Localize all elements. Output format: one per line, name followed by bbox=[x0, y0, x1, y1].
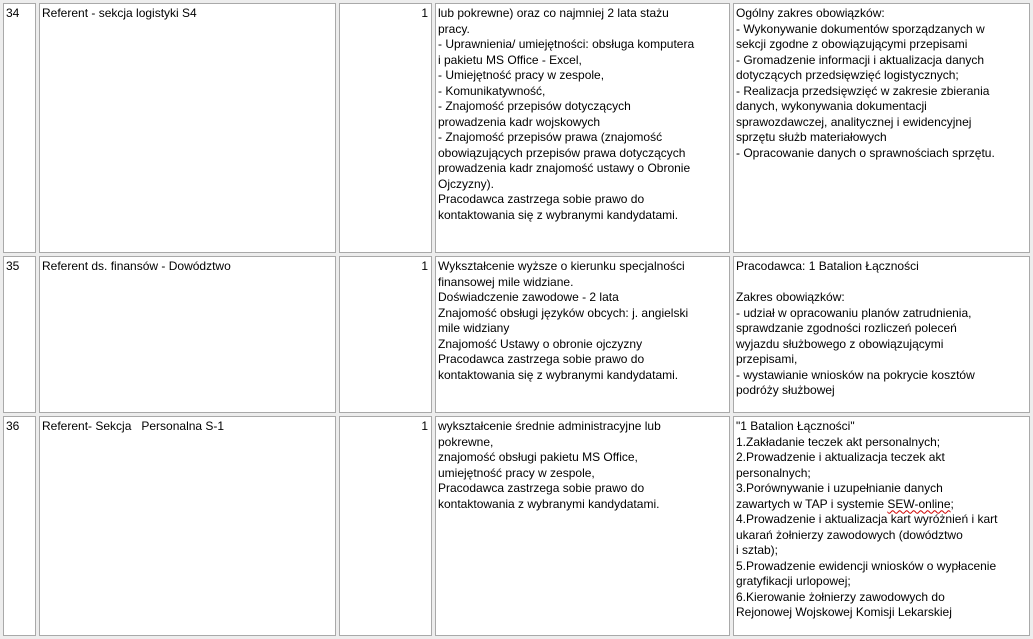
duties-cell bbox=[733, 3, 1030, 253]
position-cell bbox=[39, 256, 336, 413]
count-cell bbox=[339, 416, 432, 636]
row-number-cell bbox=[3, 3, 36, 253]
duties-cell bbox=[733, 256, 1030, 413]
row-number: 36 bbox=[6, 419, 20, 433]
position-title: Referent ds. finansów - Dowództwo bbox=[42, 259, 231, 273]
duties-text: "1 Batalion Łączności" 1.Zakładanie teczek akt personalnych; 2.Prowadzenie i aktualizacja teczek akt personalnych; 3.Porównywanie i uzupełnianie danych zawartych w TAP i systemie SEW-online; 4.Prowadzenie i aktualizacja kart wyróżnień i kart ukarań żołnierzy zawodowych (dowództwo i sztab); 5.Prowadzenie ewidencji wniosków o wypłacenie gratyfikacji urlopowej; 6.Kierowanie żołnierzy zawodowych do Rejonowej Wojskowej Komisji Lekarskiej bbox=[736, 419, 998, 619]
count-cell bbox=[339, 256, 432, 413]
requirements-cell bbox=[435, 416, 730, 636]
requirements-text: Wykształcenie wyższe o kierunku specjalności finansowej mile widziane. Doświadczenie zawodowe - 2 lata Znajomość obsługi języków obcych: j. angielski mile widziany Znajomość Ustawy o obronie ojczyzny Pracodawca zastrzega sobie prawo do kontaktowania się z wybranymi kandydatami. bbox=[438, 259, 689, 382]
spellcheck-marked-word: SEW-online bbox=[887, 496, 951, 511]
requirements-text: wykształcenie średnie administracyjne lub pokrewne, znajomość obsługi pakietu MS Office, umiejętność pracy w zespole, Pracodawca zastrzega sobie prawo do kontaktowania z wybranymi kandydatami. bbox=[438, 419, 661, 511]
duties-text: Pracodawca: 1 Batalion Łączności Zakres obowiązków: - udział w opracowaniu planów zatrudnienia, sprawdzanie zgodności rozliczeń poleceń wyjazdu służbowego z obowiązującymi przepisami, - wystawianie wniosków na pokrycie kosztów podróży służbowej bbox=[736, 259, 975, 397]
row-number: 35 bbox=[6, 259, 20, 273]
requirements-cell bbox=[435, 3, 730, 253]
position-title: Referent - sekcja logistyki S4 bbox=[42, 6, 197, 20]
row-number-cell bbox=[3, 256, 36, 413]
position-cell bbox=[39, 3, 336, 253]
duties-cell bbox=[733, 416, 1030, 636]
row-number-cell bbox=[3, 416, 36, 636]
duties-text: Ogólny zakres obowiązków: - Wykonywanie dokumentów sporządzanych w sekcji zgodne z obowiązującymi przepisami - Gromadzenie informacji i aktualizacja danych dotyczących przedsięwzięć logistycznych; - Realizacja przedsięwzięć w zakresie zbierania danych, wykonywania dokumentacji sprawozdawczej, analitycznej i ewidencyjnej sprzętu służb materiałowych - Opracowanie danych o sprawnościach sprzętu. bbox=[736, 6, 995, 160]
position-count: 1 bbox=[421, 6, 428, 20]
requirements-cell bbox=[435, 256, 730, 413]
requirements-text: lub pokrewne) oraz co najmniej 2 lata stażu pracy. - Uprawnienia/ umiejętności: obsługa komputera i pakietu MS Office - Excel, - Umiejętność pracy w zespole, - Komunikatywność, - Znajomość przepisów dotyczących prowadzenia kadr wojskowych - Znajomość przepisów prawa (znajomość obowiązujących przepisów prawa dotyczących prowadzenia kadr znajomość ustawy o Obronie Ojczyzny). Pracodawca zastrzega sobie prawo do kontaktowania się z wybranymi kandydatami. bbox=[438, 6, 695, 222]
row-number: 34 bbox=[6, 6, 20, 20]
position-count: 1 bbox=[421, 259, 428, 273]
count-cell bbox=[339, 3, 432, 253]
position-title: Referent- Sekcja Personalna S-1 bbox=[42, 419, 225, 433]
position-cell bbox=[39, 416, 336, 636]
position-count: 1 bbox=[421, 419, 428, 433]
